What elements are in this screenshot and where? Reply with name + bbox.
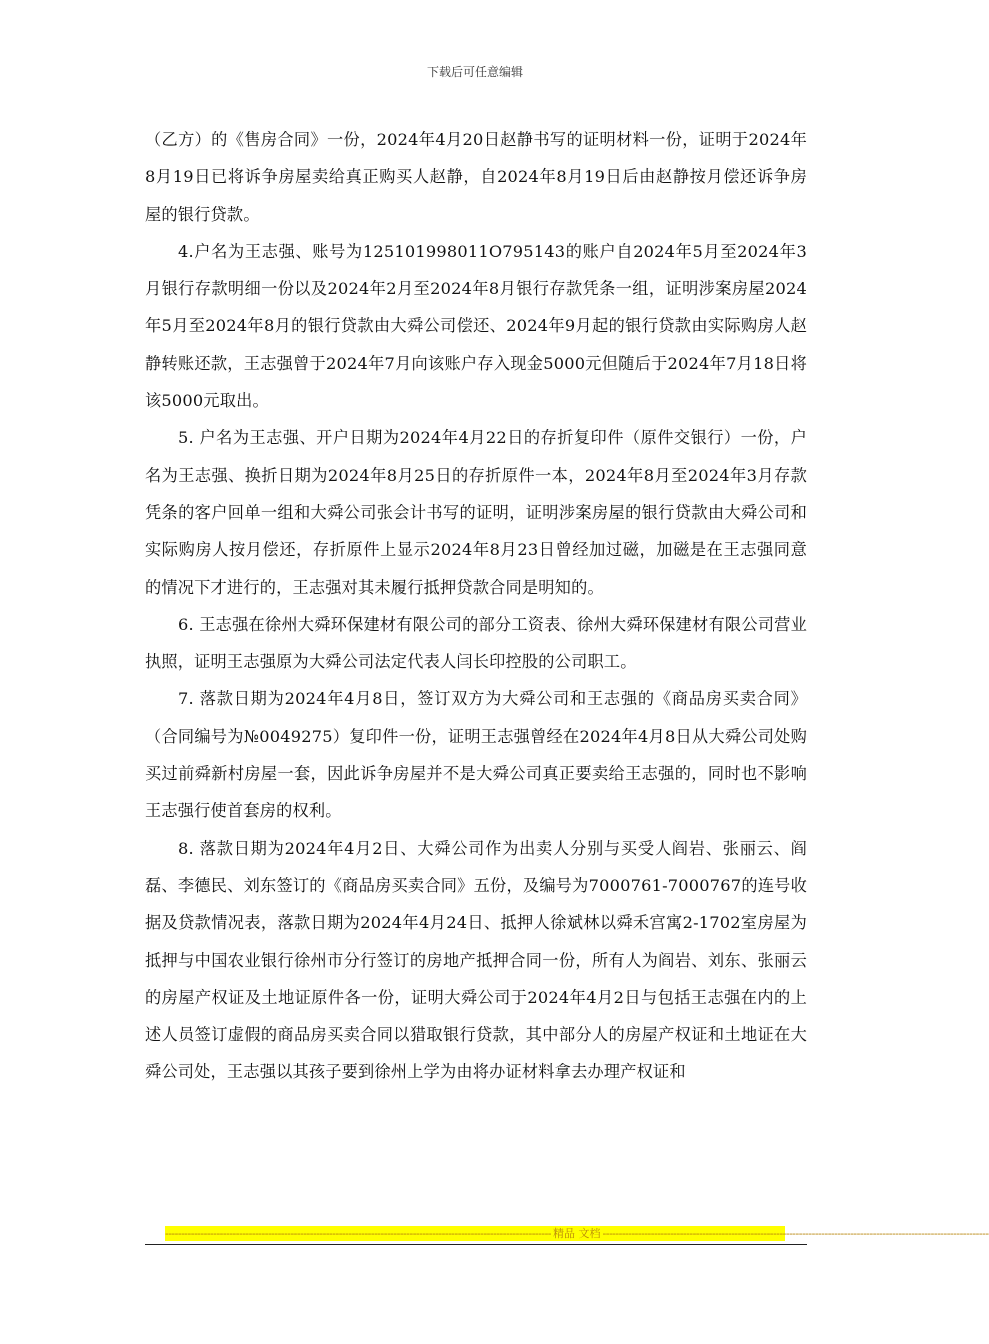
page-header: 下载后可任意编辑 — [426, 65, 523, 79]
paragraph-item-8: 8. 落款日期为2024年4月2日、大舜公司作为出卖人分别与买受人阎岩、张丽云、阎磊、李德民、刘东签订的《商品房买卖合同》五份，及编号为7000761-7000767的连号收据及贷款情况表，落款日期为2024年4月24日、抵押人徐斌林以舜禾宫寓2-1702室房屋为抵押与中国农业银行徐州市分行签订的房地产抵押合同一份，所有人为阎岩、刘东、张丽云的房屋产权证及土地证原件各一份，证明大舜公司于2024年4月2日与包括王志强在内的上述人员签订虚假的商品房买卖合同以猎取银行贷款，其中部分人的房屋产权证和土地证在大舜公司处，王志强以其孩子要到徐州上学为由将办证材料拿去办理产权证和 — [145, 838, 807, 1082]
footer-divider — [145, 1244, 807, 1245]
footer-label: 精品 文档 — [553, 1227, 601, 1240]
footer-dash-right: ------------------------------------------------------------------------------------------------------------------------ — [602, 1227, 989, 1240]
footer-dash-left: ------------------------------------------------------------------------------------------------------------------------ — [165, 1227, 552, 1240]
paragraph-item-4: 4.户名为王志强、账号为125101998011O795143的账户自2024年5月至2024年3月银行存款明细一份以及2024年2月至2024年8月银行存款凭条一组，证明涉案房屋2024年5月至2024年8月的银行贷款由大舜公司偿还、2024年9月起的银行贷款由实际购房人赵静转账还款，王志强曾于2024年7月向该账户存入现金5000元但随后于2024年7月18日将该5000元取出。 — [145, 241, 807, 411]
paragraph-continuation: （乙方）的《售房合同》一份，2024年4月20日赵静书写的证明材料一份，证明于2024年8月19日已将诉争房屋卖给真正购买人赵静，自2024年8月19日后由赵静按月偿还诉争房屋的银行贷款。 — [145, 130, 807, 224]
paragraph-item-6: 6. 王志强在徐州大舜环保建材有限公司的部分工资表、徐州大舜环保建材有限公司营业执照，证明王志强原为大舜公司法定代表人闫长印控股的公司职工。 — [145, 614, 807, 672]
paragraph-item-5: 5. 户名为王志强、开户日期为2024年4月22日的存折复印件（原件交银行）一份，户名为王志强、换折日期为2024年8月25日的存折原件一本，2024年8月至2024年3月存款凭条的客户回单一组和大舜公司张会计书写的证明，证明涉案房屋的银行贷款由大舜公司和实际购房人按月偿还，存折原件上显示2024年8月23日曾经加过磁，加磁是在王志强同意的情况下才进行的，王志强对其未履行抵押贷款合同是明知的。 — [145, 428, 807, 597]
document-body — [145, 121, 807, 1091]
page-footer — [145, 1226, 989, 1245]
paragraph-item-7: 7. 落款日期为2024年4月8日，签订双方为大舜公司和王志强的《商品房买卖合同》（合同编号为№0049275）复印件一份，证明王志强曾经在2024年4月8日从大舜公司处购买过前舜新村房屋一套，因此诉争房屋并不是大舜公司真正要卖给王志强的，同时也不影响王志强行使首套房的权利。 — [145, 689, 807, 821]
footer-banner — [165, 1226, 989, 1241]
